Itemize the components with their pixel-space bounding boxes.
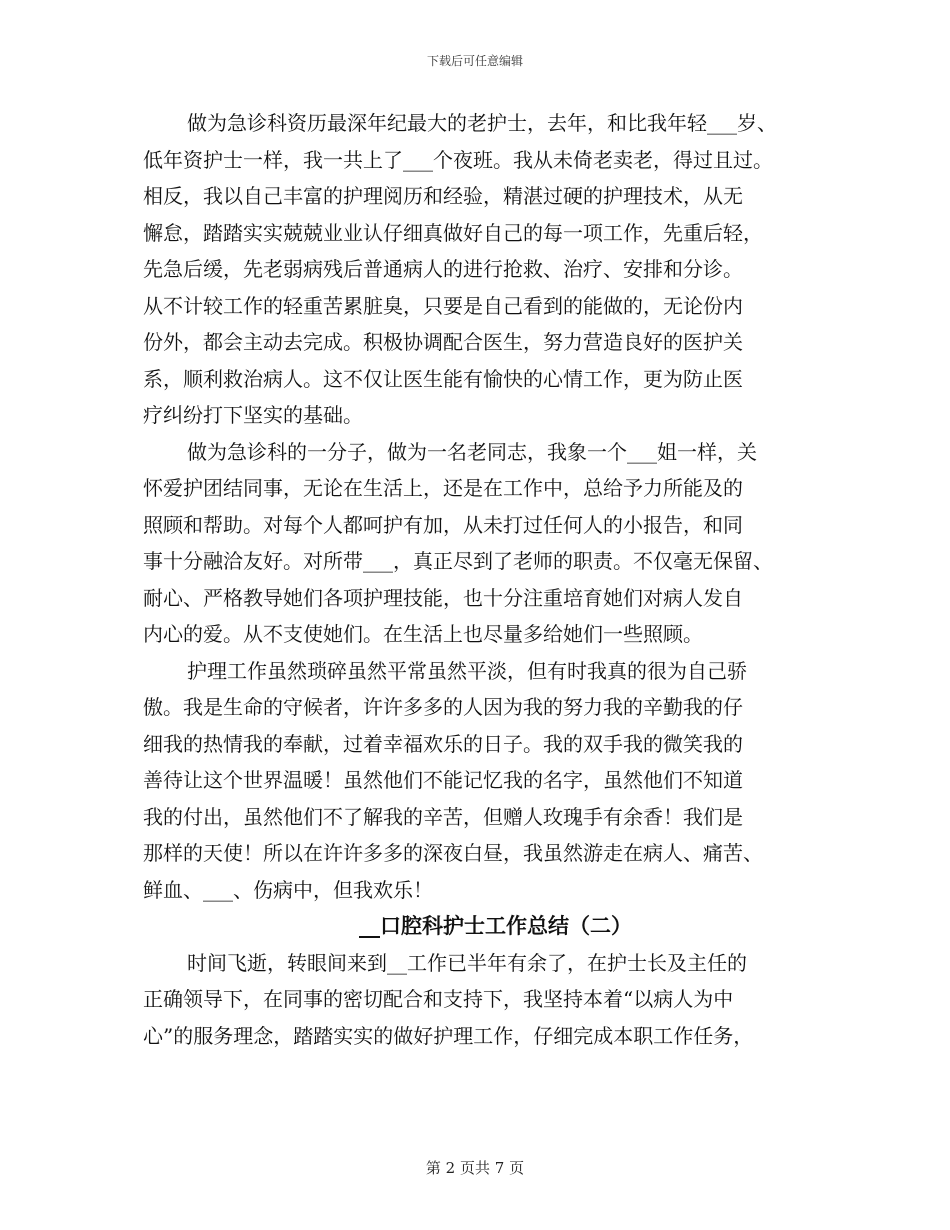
text-line: 鲜血、___、伤病中，但我欢乐！ xyxy=(143,877,433,902)
text-line: 从不计较工作的轻重苦累脏臭，只要是自己看到的能做的，无论份内 xyxy=(143,293,743,318)
text-line: 内心的爱。从不支使她们。在生活上也尽量多给她们一些照顾。 xyxy=(143,622,703,646)
text-line: 时间飞逝，转眼间来到__工作已半年有余了，在护士长及主任的 xyxy=(187,950,747,975)
text-line: 善待让这个世界温暖！虽然他们不能记忆我的名字，虽然他们不知道 xyxy=(143,768,743,792)
text-line: 我的付出，虽然他们不了解我的辛苦，但赠人玫瑰手有余香！我们是 xyxy=(143,804,743,829)
text-line: 做为急诊科的一分子，做为一名老同志，我象一个___姐一样，关 xyxy=(187,439,757,464)
page-footer: 第 2 页共 7 页 xyxy=(425,1159,525,1177)
document-body xyxy=(143,105,808,1054)
text-line: 耐心、严格教导她们各项护理技能，也十分注重培育她们对病人发自 xyxy=(143,585,743,610)
text-line: 相反，我以自己丰富的护理阅历和经验，精湛过硬的护理技术，从无 xyxy=(143,184,743,208)
text-line: 疗纠纷打下坚实的基础。 xyxy=(143,403,363,427)
text-line: 那样的天使！所以在许许多多的深夜白昼，我虽然游走在病人、痛苦、 xyxy=(143,841,763,865)
text-line: 做为急诊科资历最深年纪最大的老护士，去年，和比我年轻___岁、 xyxy=(187,111,777,135)
text-line: 细我的热情我的奉献，过着幸福欢乐的日子。我的双手我的微笑我的 xyxy=(143,731,743,756)
text-line: 先急后缓，先老弱病残后普通病人的进行抢救、治疗、安排和分诊。 xyxy=(143,257,743,281)
section-title: __口腔科护士工作总结（二） xyxy=(359,913,632,938)
text-line: 照顾和帮助。对每个人都呵护有加，从未打过任何人的小报告，和同 xyxy=(143,512,743,537)
text-line: 正确领导下，在同事的密切配合和支持下，我坚持本着“以病人为中 xyxy=(143,987,734,1011)
page-header: 下载后可任意编辑 xyxy=(426,54,523,68)
text-line: 系，顺利救治病人。这不仅让医生能有愉快的心情工作，更为防止医 xyxy=(143,366,743,391)
text-line: 护理工作虽然琐碎虽然平常虽然平淡，但有时我真的很为自己骄 xyxy=(187,658,747,683)
text-line: 傲。我是生命的守候者，许许多多的人因为我的努力我的辛勤我的仔 xyxy=(143,695,743,719)
text-line: 懈怠，踏踏实实兢兢业业认仔细真做好自己的每一项工作，先重后轻， xyxy=(143,220,763,245)
text-line: 怀爱护团结同事，无论在生活上，还是在工作中，总给予力所能及的 xyxy=(143,476,743,500)
text-line: 心”的服务理念，踏踏实实的做好护理工作，仔细完成本职工作任务， xyxy=(143,1023,754,1048)
text-line: 事十分融洽友好。对所带___，真正尽到了老师的职责。不仅毫无保留、 xyxy=(143,549,773,573)
text-line: 低年资护士一样，我一共上了___个夜班。我从未倚老卖老，得过且过。 xyxy=(143,147,773,172)
text-line: 份外，都会主动去完成。积极协调配合医生，努力营造良好的医护关 xyxy=(143,330,743,354)
